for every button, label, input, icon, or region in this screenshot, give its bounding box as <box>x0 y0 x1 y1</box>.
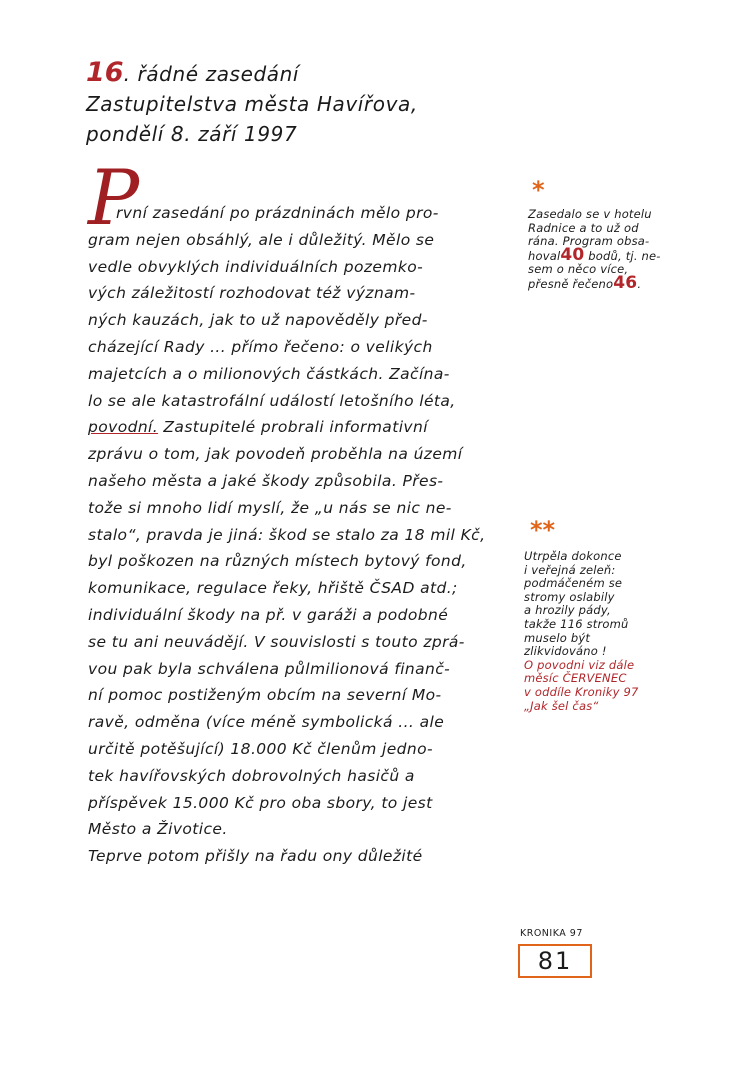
text-line: ní pomoc postiženým obcím na severní Mo- <box>88 686 442 705</box>
text-line: tek havířovských dobrovolných hasičů a <box>88 766 415 785</box>
text-line: cházející Rady ... přímo řečeno: o velikých <box>88 337 433 356</box>
note-line <box>528 244 661 265</box>
text-line: Město a Životice. <box>88 820 228 839</box>
text-line: zprávu o tom, jak povodeň proběhla na území <box>88 445 463 464</box>
text-line: tože si mnoho lidí myslí, že „u nás se nic ne- <box>88 498 452 517</box>
text-line-povoden <box>88 414 518 441</box>
note-line: Zasedalo se v hotelu <box>528 207 652 221</box>
note-line: sem o něco více, <box>528 262 629 277</box>
text-line: komunikace, regulace řeky, hřiště ČSAD atd.; <box>88 579 458 598</box>
point-count-46: 46 <box>613 272 638 293</box>
note-line: podmáčeném se <box>524 576 623 591</box>
text-line: individuální škody na př. v garáži a podobné <box>88 605 449 624</box>
kronika-label: KRONIKA 97 <box>520 928 583 939</box>
heading-line-1 <box>86 58 506 89</box>
text-line: ných kauzách, jak to už napověděly před- <box>88 311 428 330</box>
text-line: majetcích a o milionových částkách. Začína- <box>88 364 450 383</box>
note-1-asterisk-icon: * <box>532 176 545 204</box>
note-line: Radnice a to už od <box>528 220 639 235</box>
heading-line-1-rest: . řádné zasedání <box>123 62 300 86</box>
note-line <box>528 272 661 293</box>
text-line: Teprve potom přišly na řadu ony důležité <box>88 847 423 866</box>
drop-cap: P <box>88 153 140 242</box>
heading-line-2: Zastupitelstva města Havířova, <box>86 92 418 116</box>
text-line: se tu ani neuvádějí. V souvislosti s touto zprá- <box>88 632 465 651</box>
note-reference-line: měsíc ČERVENEC <box>524 671 627 686</box>
session-heading <box>86 58 506 149</box>
note-reference-line: „Jak šel čas“ <box>524 698 599 713</box>
note-text: bodů, tj. ne- <box>584 248 661 263</box>
text-line: vou pak byla schválena půlmilionová finanč- <box>88 659 451 678</box>
text-line: vedle obvyklých individuálních pozemko- <box>88 257 424 276</box>
text-line: určitě potěšující) 18.000 Kč členům jedno- <box>88 739 434 758</box>
note-line: takže 116 stromů <box>524 616 629 631</box>
text-line: příspěvek 15.000 Kč pro oba sbory, to jest <box>88 793 433 812</box>
note-reference-line: v oddíle Kroniky 97 <box>524 684 639 699</box>
session-number: 16 <box>86 57 124 88</box>
note-text: přesně řečeno <box>528 276 614 291</box>
note-line: a hrozily pády, <box>524 603 611 618</box>
text-line: vých záležitostí rozhodovat též význam- <box>88 284 416 303</box>
text-line: gram nejen obsáhlý, ale i důležitý. Mělo se <box>88 230 435 249</box>
text-line: rvní zasedání po prázdninách mělo pro- <box>116 204 439 222</box>
note-text: . <box>637 276 642 291</box>
text-line: stalo“, pravda je jiná: škod se stalo za 18 mil Kč, <box>88 525 486 544</box>
text-line: byl poškozen na různých místech bytový fond, <box>88 552 467 571</box>
main-text <box>88 200 518 870</box>
text-line: ravě, odměna (více méně symbolická ... ale <box>88 713 445 732</box>
side-note-2 <box>524 550 639 713</box>
note-line: stromy oslabily <box>524 589 615 604</box>
text-line: lo se ale katastrofální událostí letošního léta, <box>88 391 456 410</box>
note-line: Utrpěla dokonce <box>524 549 622 563</box>
note-line: zlikvidováno ! <box>524 644 607 659</box>
point-count-40: 40 <box>560 244 585 265</box>
note-line: i veřejná zeleň: <box>524 562 616 577</box>
side-note-1 <box>528 208 661 292</box>
note-2-asterisk-icon: ** <box>530 516 556 544</box>
text-line: našeho města a jaké škody způsobila. Přes- <box>88 471 444 490</box>
text-line-rest: Zastupitelé probrali informativní <box>158 418 428 437</box>
note-line: muselo být <box>524 630 591 645</box>
note-reference-line: O povodni viz dále <box>524 657 635 672</box>
underlined-word: povodní. <box>88 418 159 437</box>
note-text: hoval <box>528 248 561 263</box>
note-line: rána. Program obsa- <box>528 234 650 249</box>
heading-line-3: pondělí 8. září 1997 <box>86 122 298 146</box>
page-number: 81 <box>518 944 592 978</box>
